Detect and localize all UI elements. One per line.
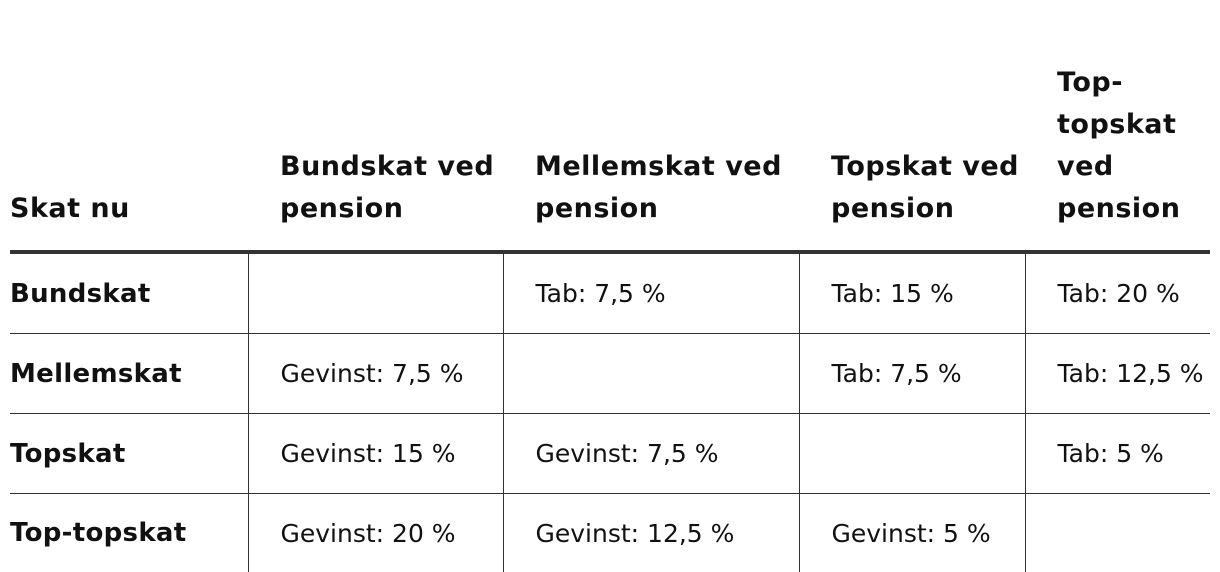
table-cell [248, 252, 503, 334]
table-body [10, 252, 1210, 572]
header-bundskat-pension: Bundskat ved pension [248, 0, 503, 252]
table-cell [1025, 494, 1210, 572]
header-topskat-pension: Topskat ved pension [799, 0, 1025, 252]
row-label: Topskat [10, 414, 248, 494]
table-header [10, 0, 1210, 252]
table-cell: Tab: 5 % [1025, 414, 1210, 494]
table-cell: Gevinst: 15 % [248, 414, 503, 494]
table-cell: Gevinst: 20 % [248, 494, 503, 572]
tax-comparison-table [10, 0, 1210, 572]
table-cell [799, 414, 1025, 494]
row-label: Bundskat [10, 252, 248, 334]
table-cell: Tab: 7,5 % [799, 334, 1025, 414]
table-cell: Gevinst: 7,5 % [503, 414, 799, 494]
header-top-topskat-pension: Top-topskat ved pension [1025, 0, 1210, 252]
table-cell: Gevinst: 12,5 % [503, 494, 799, 572]
row-label: Top-topskat [10, 494, 248, 572]
table-cell: Tab: 20 % [1025, 252, 1210, 334]
table-cell: Tab: 15 % [799, 252, 1025, 334]
table-row [10, 494, 1210, 572]
table-cell: Tab: 7,5 % [503, 252, 799, 334]
table-cell [503, 334, 799, 414]
table-cell: Tab: 12,5 % [1025, 334, 1210, 414]
table-row [10, 414, 1210, 494]
header-mellemskat-pension: Mellemskat ved pension [503, 0, 799, 252]
table-row [10, 334, 1210, 414]
table-cell: Gevinst: 7,5 % [248, 334, 503, 414]
header-row [10, 0, 1210, 252]
table-cell: Gevinst: 5 % [799, 494, 1025, 572]
header-current-tax: Skat nu [10, 0, 248, 252]
table-row [10, 252, 1210, 334]
tax-comparison-table-container [10, 0, 1210, 552]
row-label: Mellemskat [10, 334, 248, 414]
